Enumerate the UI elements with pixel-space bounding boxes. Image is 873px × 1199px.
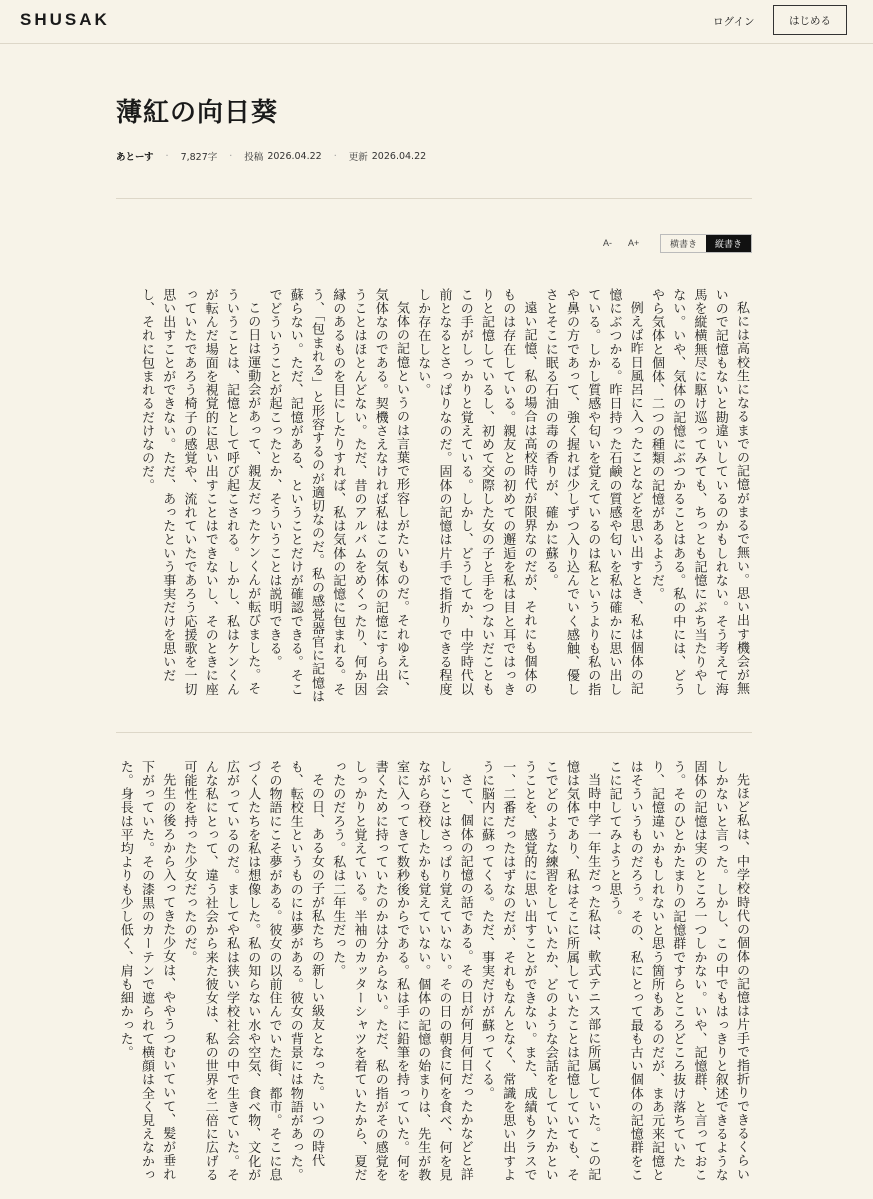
top-navigation-bar xyxy=(0,0,873,44)
text-page-2 xyxy=(116,760,752,1190)
posted-label: 投稿 xyxy=(244,152,264,163)
paragraph: 私には高校生になるまでの記憶がまるで無い。思い出す機会が無いので記憶もないと勘違いしているのかもしれない。そう考えて海馬を縦横無尽に駆け巡ってみても、ちっとも記憶にぶち当たりやしない。いや、気体の記憶にぶつかることはある。私の中には、どうやら気体と個体、二つの種類の記憶があるようだ。 xyxy=(649,288,749,696)
site-logo[interactable]: SHUSAK xyxy=(20,10,110,29)
font-size-decrease-button[interactable]: A- xyxy=(603,238,612,248)
font-size-increase-button[interactable]: A+ xyxy=(628,238,640,248)
vertical-mode-button[interactable]: 縦書き xyxy=(706,235,751,252)
header-divider xyxy=(116,198,752,199)
login-link[interactable]: ログイン xyxy=(713,16,755,28)
paragraph: その日、ある女の子が私たちの新しい級友となった。いつの時代も、転校生というものには夢がある。彼女の背景には物語があった。その物語にこそ夢がある。彼女の以前住んでいた街、都市。そこに息づく人たちを私は想像した。私の知らない水や空気、食べ物、文化が広がっているのだ。ましてや私は狭い学校社会の中で生きていた。そんな私にとって、違う社会から来た彼女は、私の世界を二倍に広げる可能性を持った少女だったのだ。 xyxy=(181,760,324,1182)
work-title: 薄紅の向日葵 xyxy=(116,98,279,128)
paragraph: この日は運動会があって、親友だったケンくんが転びました。そういうことは、記憶として呼び起こされる。しかし、私はケンくんが転んだ場面を視覚的に思い出すことはできないし、そのときに座っていたであろう椅子の感覚や、流れていたであろう応援歌を一切思い出すことができない。ただ、あったという事実だけを思いだし、それに包まれるだけなのだ。 xyxy=(139,288,261,696)
paragraph: 気体の記憶というのは言葉で形容しがたいものだ。それゆえに、気体なのである。契機さえなければ私はこの気体の記憶にすら出会うことはほとんどない。ただ、昔のアルバムをめくったり、何か因縁のあるものを目にしたりすれば、私は気体の記憶に包まれる。そう、「包まれる」と形容するのが適切なのだ。私の感覚器官に記憶は蘇らない。ただ、記憶がある、ということだけが確認できる。そこでどういうことが起こったとか、そういうことは説明できる。 xyxy=(266,288,409,704)
work-meta xyxy=(116,149,426,163)
paragraph: 遠い記憶、私の場合は高校時代が限界なのだが、それにも個体のものは存在している。親友との初めての邂逅を私は目と耳ではっきりと記憶しているし、初めて交際した女の子と手をつないだこともこの手がしっかりと覚えている。しかし、どうしてか、中学時代以前となるとさっぱりなのだ。固体の記憶は片手で指折りできる程度しか存在しない。 xyxy=(415,288,537,696)
start-button[interactable]: はじめる xyxy=(773,5,847,35)
page-divider xyxy=(116,732,752,733)
paragraph: 先生の後ろから入ってきた少女は、ややうつむいていて、髪が垂れ下がっていた。その漆黒のカーテンで遮られて横顔は全く見えなかった。身長は平均よりも少し低く、肩も細かった。 xyxy=(117,760,176,1182)
posted-date: 2026.04.22 xyxy=(267,150,322,162)
meta-separator: · xyxy=(165,150,169,162)
paragraph: さて、個体の記憶の話である。その日が何月何日だったかなどと詳しいことはさっぱり覚えていない。その日の朝食に何を食べ、何を見ながら登校したかも覚えていない。個体の記憶の始まりは、先生が教室に入ってきて数秒後からである。私は手に鉛筆を持っていた。何を書くために持っていたのかは分からない。ただ、私の指がその感覚をしっかりと覚えている。半袖のカッターシャツを着ていたから、夏だったのだろう。私は二年生だった。 xyxy=(330,760,473,1182)
text-page-1 xyxy=(116,288,752,708)
paragraph: 当時中学一年生だった私は、軟式テニス部に所属していた。この記憶は気体であり、私はそこに所属していたことは記憶していても、そこでどのような練習をしていたか、どのような会話をしていたかということを、感覚的に思い出すことができない。また、成績もクラスで一、二番だったはずなのだが、それもなんとなく、常識を思い出すように脳内に蘇ってくる。ただ、事実だけが蘇ってくる。 xyxy=(479,760,601,1182)
updated-date: 2026.04.22 xyxy=(371,150,427,162)
paragraph: 例えば昨日風呂に入ったことなどを思い出すとき、私は個体の記憶にぶつかる。昨日持った石鹸の質感や匂いを私は確かに思い出している。しかし質感や匂いを覚えているのは私というよりも私の指や鼻の方であって、強く握れば少しずつ入り込んでいく感触、優しさとそこに眠る石油の毒の香りが、確かに蘇る。 xyxy=(542,288,643,696)
writing-mode-toggle xyxy=(660,234,752,253)
updated-label: 更新 xyxy=(348,152,368,163)
meta-separator: · xyxy=(333,150,337,162)
paragraph: 先ほど私は、中学校時代の個体の記憶は片手で指折りできるくらいしかないと言った。しかし、この中でもはっきりと叙述できるような固体の記憶は実のところ一つしかない。いや、記憶群、と言っておこう。そのひとかたまりの記憶群ですらところどころ抜け落ちていたり、記憶違いかもしれないと思う箇所もあるのだが、まあ元来記憶とはそういうものだろう。その、私にとって最も古い個体の記憶群をここに記してみようと思う。 xyxy=(606,760,749,1182)
author-name[interactable]: あとーす xyxy=(116,152,154,163)
meta-separator: · xyxy=(229,150,233,162)
horizontal-mode-button[interactable]: 横書き xyxy=(661,235,706,252)
char-count: 7,827字 xyxy=(180,152,218,163)
